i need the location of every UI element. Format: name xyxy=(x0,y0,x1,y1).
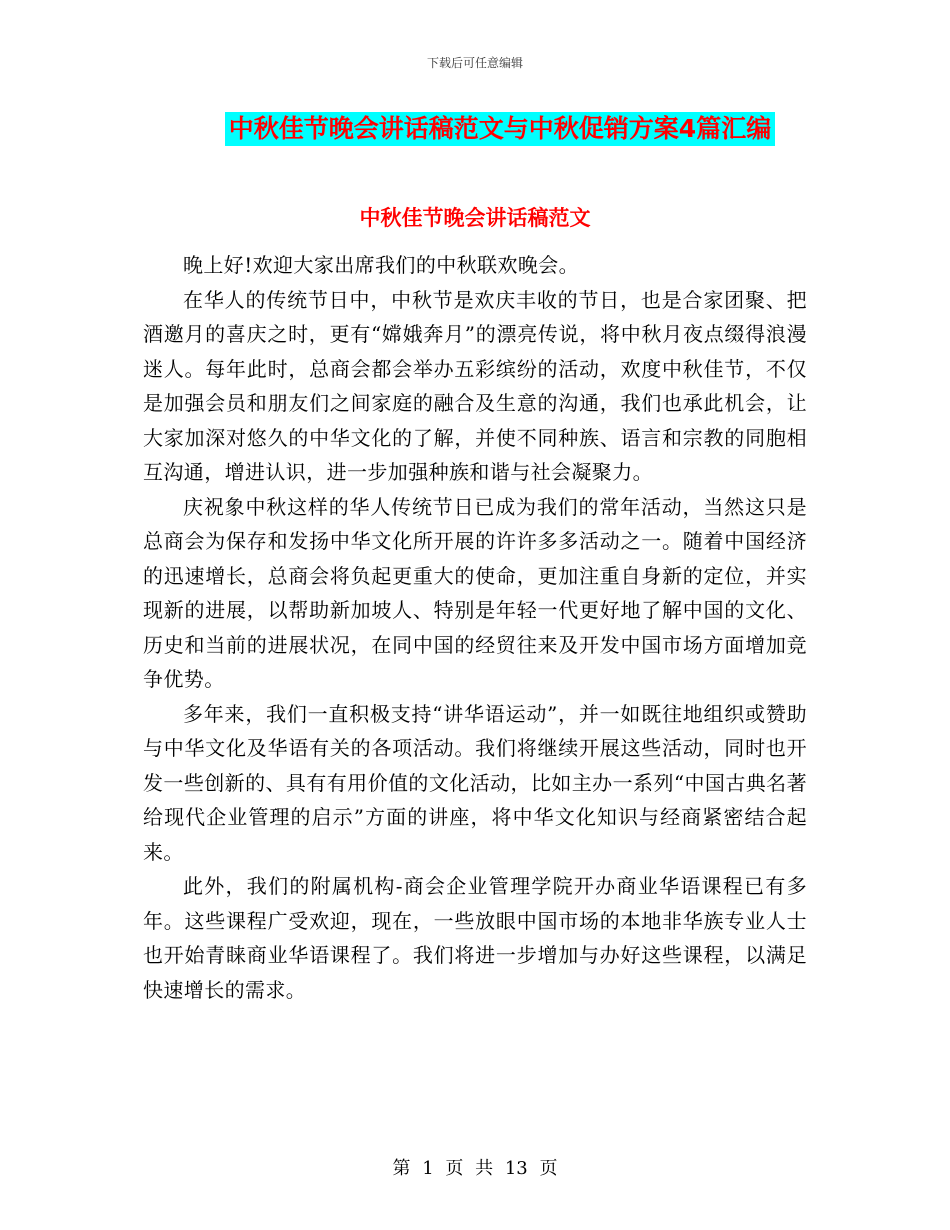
paragraph: 此外，我们的附属机构-商会企业管理学院开办商业华语课程已有多年。这些课程广受欢迎，现在，一些放眼中国市场的本地非华族专业人士也开始青睐商业华语课程了。我们将进一步增加与办好这些课程，以满足快速增长的需求。 xyxy=(143,874,807,1002)
header-note: 下载后可任意编辑 xyxy=(426,56,523,70)
page-number: 第 1 页 共 13 页 xyxy=(392,1158,558,1179)
page-footer xyxy=(0,1154,950,1180)
paragraph: 多年来，我们一直积极支持“讲华语运动”，并一如既往地组织或赞助与中华文化及华语有关的各项活动。我们将继续开展这些活动，同时也开发一些创新的、具有有用价值的文化活动，比如主办一系列“中国古典名著给现代企业管理的启示”方面的讲座，将中华文化知识与经商紧密结合起来。 xyxy=(143,701,807,864)
document-body xyxy=(143,248,807,1007)
document-title: 中秋佳节晚会讲话稿范文与中秋促销方案4篇汇编 xyxy=(225,112,775,146)
document-title-wrap xyxy=(0,112,950,146)
section-heading: 中秋佳节晚会讲话稿范文 xyxy=(359,206,591,230)
paragraph: 在华人的传统节日中，中秋节是欢庆丰收的节日，也是合家团聚、把酒邀月的喜庆之时，更有“嫦娥奔月”的漂亮传说，将中秋月夜点缀得浪漫迷人。每年此时，总商会都会举办五彩缤纷的活动，欢度中秋佳节，不仅是加强会员和朋友们之间家庭的融合及生意的沟通，我们也承此机会，让大家加深对悠久的中华文化的了解，并使不同种族、语言和宗教的同胞相互沟通，增进认识，进一步加强种族和谐与社会凝聚力。 xyxy=(143,287,807,484)
paragraph: 晚上好!欢迎大家出席我们的中秋联欢晚会。 xyxy=(183,253,580,277)
paragraph: 庆祝象中秋这样的华人传统节日已成为我们的常年活动，当然这只是总商会为保存和发扬中华文化所开展的许许多多活动之一。随着中国经济的迅速增长，总商会将负起更重大的使命，更加注重自身新的定位，并实现新的进展，以帮助新加坡人、特别是年轻一代更好地了解中国的文化、历史和当前的进展状况，在同中国的经贸往来及开发中国市场方面增加竞争优势。 xyxy=(143,494,807,691)
